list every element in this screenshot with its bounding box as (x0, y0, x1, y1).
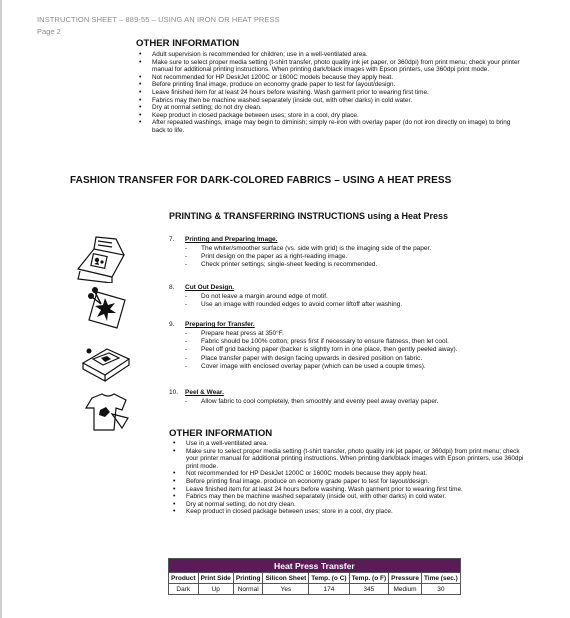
step-10 (169, 389, 519, 407)
scissors-cut-design-icon (83, 286, 129, 332)
table-cell: 345 (349, 584, 389, 595)
top-other-info-list (137, 51, 522, 135)
page-number: Page 2 (37, 27, 61, 36)
list-item: • Keep product in closed package between uses; store in a cool, dry place. (152, 112, 522, 120)
step-list (201, 398, 439, 406)
list-item: - Do not leave a margin around edge of motif. (201, 293, 402, 301)
list-item: - Allow fabric to cool completely, then smoothly and evenly peel away overlay paper. (201, 398, 439, 406)
step-number: 9. (169, 321, 175, 328)
bottom-other-info-list (171, 440, 526, 516)
list-item: • Fabrics may then be machine washed separately (inside out, with other darks) in cold water. (186, 493, 526, 501)
top-other-info-heading: OTHER INFORMATION (136, 38, 240, 49)
list-item: • Keep product in closed package between uses; store in a cool, dry place. (186, 508, 526, 516)
step-number: 8. (169, 284, 175, 291)
heat-press-icon (79, 343, 133, 385)
list-item: - Peel off grid backing paper (backer is slightly torn in one place, then gently peeled away). (201, 346, 457, 354)
list-item: • Adult supervision is recommended for children; use in a well-ventilated area. (152, 51, 522, 59)
running-header: INSTRUCTION SHEET – 889-55 – USING AN IRON OR HEAT PRESS (37, 15, 280, 24)
column-header: Time (sec.) (421, 573, 460, 584)
printer-icon (72, 229, 130, 283)
page-left-edge (0, 0, 2, 618)
table-caption: Heat Press Transfer (169, 559, 461, 573)
list-item: - Print design on the paper as a right-reading image. (201, 253, 431, 261)
tshirt-peel-icon (82, 388, 134, 436)
step-8 (169, 284, 519, 316)
table-cell: Dark (169, 584, 199, 595)
table-cell: Medium (389, 584, 422, 595)
list-item: • Make sure to select proper media setting (t-shirt transfer, photo quality ink jet paper, or 360dpi) from print menu; check your printer manual for additional printing instructions. When printing dark/black images with Epson printers, use 360dpi print mode. (186, 448, 526, 471)
table-cell: 174 (309, 584, 349, 595)
step-title: Peel & Wear. (185, 389, 224, 396)
list-item: • Not recommended for HP DeskJet 1200C or 1600C models because they apply heat. (186, 470, 526, 478)
column-header: Print Side (198, 573, 233, 584)
step-list (201, 330, 457, 371)
step-title: Preparing for Transfer. (185, 321, 255, 328)
step-number: 7. (169, 236, 175, 243)
table-cell: 30 (421, 584, 460, 595)
step-title: Cut Out Design. (185, 284, 235, 291)
bottom-other-info-heading: OTHER INFORMATION (169, 428, 273, 439)
list-item: • Make sure to select proper media setting (t-shirt transfer, photo quality ink jet paper, or 360dpi) from print menu; check your printer manual for additional printing instructions. When printing dark/black images with Epson printers, use 360dpi print mode. (152, 59, 522, 74)
step-title: Printing and Preparing Image. (185, 236, 278, 243)
list-item: - The whiter/smoother surface (vs. side with grid) is the imaging side of the paper. (201, 245, 431, 253)
list-item: - Prepare heat press at 350°F. (201, 330, 457, 338)
table-cell: Up (198, 584, 233, 595)
list-item: • Use in a well-ventilated area. (186, 440, 526, 448)
list-item: - Use an image with rounded edges to avoid corner liftoff after washing. (201, 301, 402, 309)
list-item: • Leave finished item for at least 24 hours before washing. Wash garment prior to wearing first time. (186, 486, 526, 494)
column-header: Pressure (389, 573, 422, 584)
list-item: • Fabrics may then be machine washed separately (inside out, with other darks) in cold water. (152, 97, 522, 105)
list-item: - Cover image with enclosed overlay paper (which can be used a couple times). (201, 363, 457, 371)
list-item: • Before printing final image, produce on economy grade paper to test for layout/design. (152, 81, 522, 89)
list-item: • Not recommended for HP DeskJet 1200C or 1600C models because they apply heat. (152, 74, 522, 82)
column-header: Silicon Sheet (263, 573, 309, 584)
table-cell: Normal (233, 584, 263, 595)
table-header-row (169, 573, 461, 584)
step-list (201, 245, 431, 270)
column-header: Printing (233, 573, 263, 584)
table-row (169, 584, 461, 595)
step-9 (169, 321, 519, 379)
list-item: • Leave finished item for at least 24 hours before washing. Wash garment prior to wearing first time. (152, 89, 522, 97)
list-item: - Fabric should be 100% cotton; press first if necessary to ensure flatness, then let cool. (201, 338, 457, 346)
column-header: Temp. (o F) (349, 573, 389, 584)
list-item: - Check printer settings; single-sheet feeding is recommended. (201, 261, 431, 269)
list-item: • Dry at normal setting; do not dry clean. (152, 104, 522, 112)
section-title: FASHION TRANSFER FOR DARK-COLORED FABRICS – USING A HEAT PRESS (70, 175, 452, 186)
step-number: 10. (169, 389, 179, 396)
list-item: • After repeated washings, image may begin to diminish; simply re-iron with overlay paper (do not iron directly on image) to bring back to life. (152, 119, 522, 134)
list-item: • Before printing final image, produce on economy grade paper to test for layout/design. (186, 478, 526, 486)
column-header: Temp. (o C) (309, 573, 349, 584)
list-item: - Place transfer paper with design facing upwards in desired position on fabric. (201, 355, 457, 363)
list-item: • Dry at normal setting; do not dry clean. (186, 501, 526, 509)
table-cell: Yes (263, 584, 309, 595)
step-list (201, 293, 402, 309)
section-subtitle: PRINTING & TRANSFERRING INSTRUCTIONS using a Heat Press (169, 211, 449, 221)
heat-press-table (168, 558, 461, 595)
column-header: Product (169, 573, 199, 584)
step-7 (169, 236, 519, 276)
